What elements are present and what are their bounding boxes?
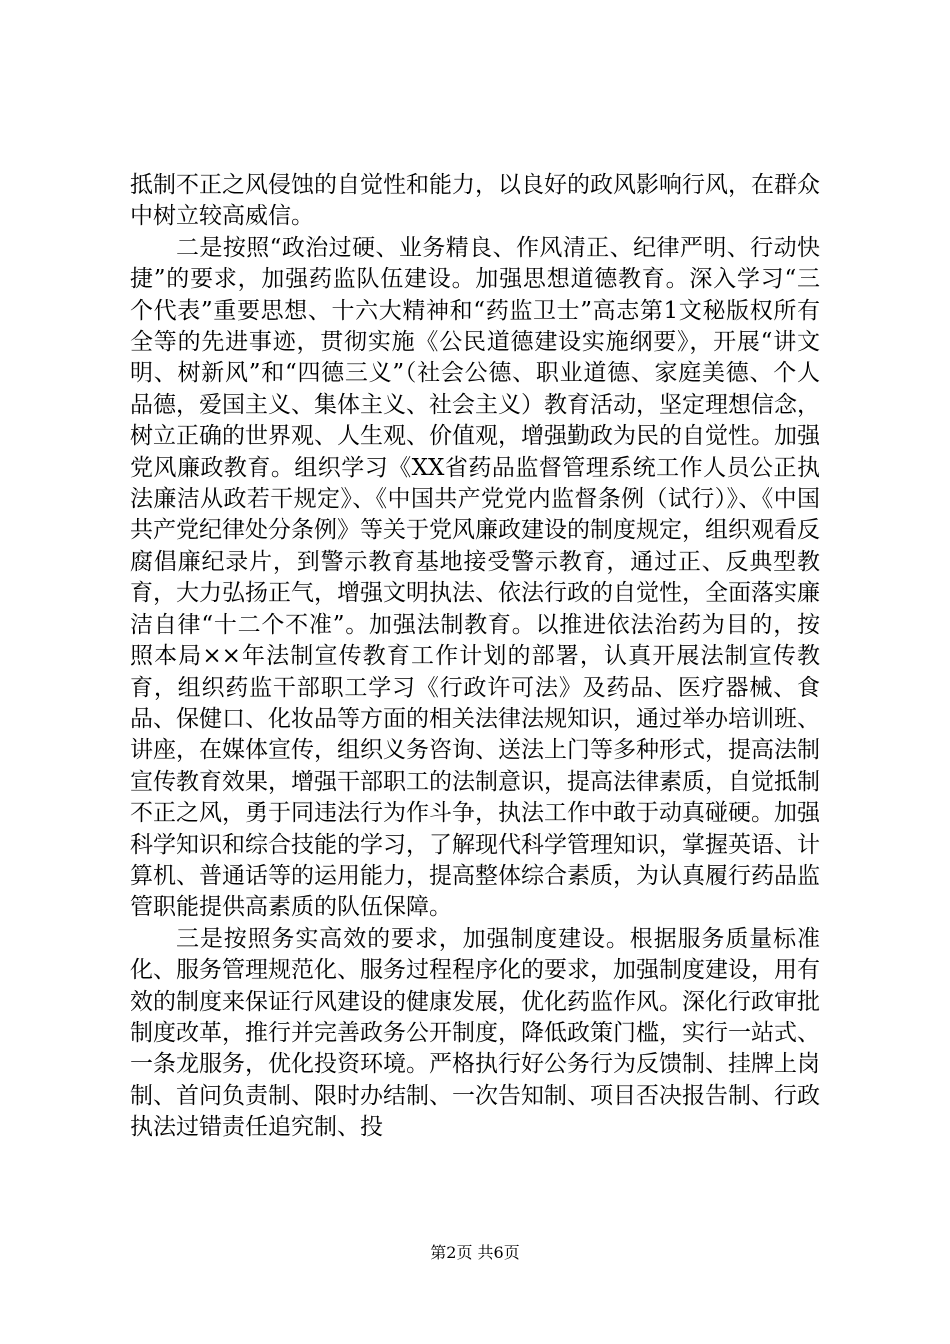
page-number-footer: 第2页 共6页 <box>430 1243 520 1262</box>
body-text <box>130 170 820 1144</box>
paragraph-team-building: 二是按照“政治过硬、业务精良、作风清正、纪律严明、行动快捷”的要求，加强药监队伍建设。加强思想道德教育。深入学习“三个代表”重要思想、十六大精神和“药监卫士”高志第1文秘版权所有全等的先进事迹，贯彻实施《公民道德建设实施纲要》，开展“讲文明、树新风”和“四德三义”（社会公德、职业道德、家庭美德、个人品德，爱国主义、集体主义、社会主义）教育活动，坚定理想信念，树立正确的世界观、人生观、价值观，增强勤政为民的自觉性。加强党风廉政教育。组织学习《XX省药品监督管理系统工作人员公正执法廉洁从政若干规定》、《中国共产党党内监督条例（试行）》、《中国共产党纪律处分条例》等关于党风廉政建设的制度规定，组织观看反腐倡廉纪录片，到警示教育基地接受警示教育，通过正、反典型教育，大力弘扬正气，增强文明执法、依法行政的自觉性，全面落实廉洁自律“十二个不准”。加强法制教育。以推进依法治药为目的，按照本局××年法制宣传教育工作计划的部署，认真开展法制宣传教育，组织药监干部职工学习《行政许可法》及药品、医疗器械、食品、保健口、化妆品等方面的相关法律法规知识，通过举办培训班、讲座，在媒体宣传，组织义务咨询、送法上门等多种形式，提高法制宣传教育效果，增强干部职工的法制意识，提高法律素质，自觉抵制不正之风，勇于同违法行为作斗争，执法工作中敢于动真碰硬。加强科学知识和综合技能的学习，了解现代科学管理知识，掌握英语、计算机、普通话等的运用能力，提高整体综合素质，为认真履行药品监管职能提供高素质的队伍保障。 <box>130 234 820 921</box>
paragraph-continuation: 抵制不正之风侵蚀的自觉性和能力，以良好的政风影响行风，在群众中树立较高威信。 <box>130 172 820 230</box>
paragraph-system-building: 三是按照务实高效的要求，加强制度建设。根据服务质量标准化、服务管理规范化、服务过程程序化的要求，加强制度建设，用有效的制度来保证行风建设的健康发展，优化药监作风。深化行政审批制度改革，推行并完善政务公开制度，降低政策门槛，实行一站式、一条龙服务，优化投资环境。严格执行好公务行为反馈制、挂牌上岗制、首问负责制、限时办结制、一次告知制、项目否决报告制、行政执法过错责任追究制、投 <box>130 925 820 1141</box>
